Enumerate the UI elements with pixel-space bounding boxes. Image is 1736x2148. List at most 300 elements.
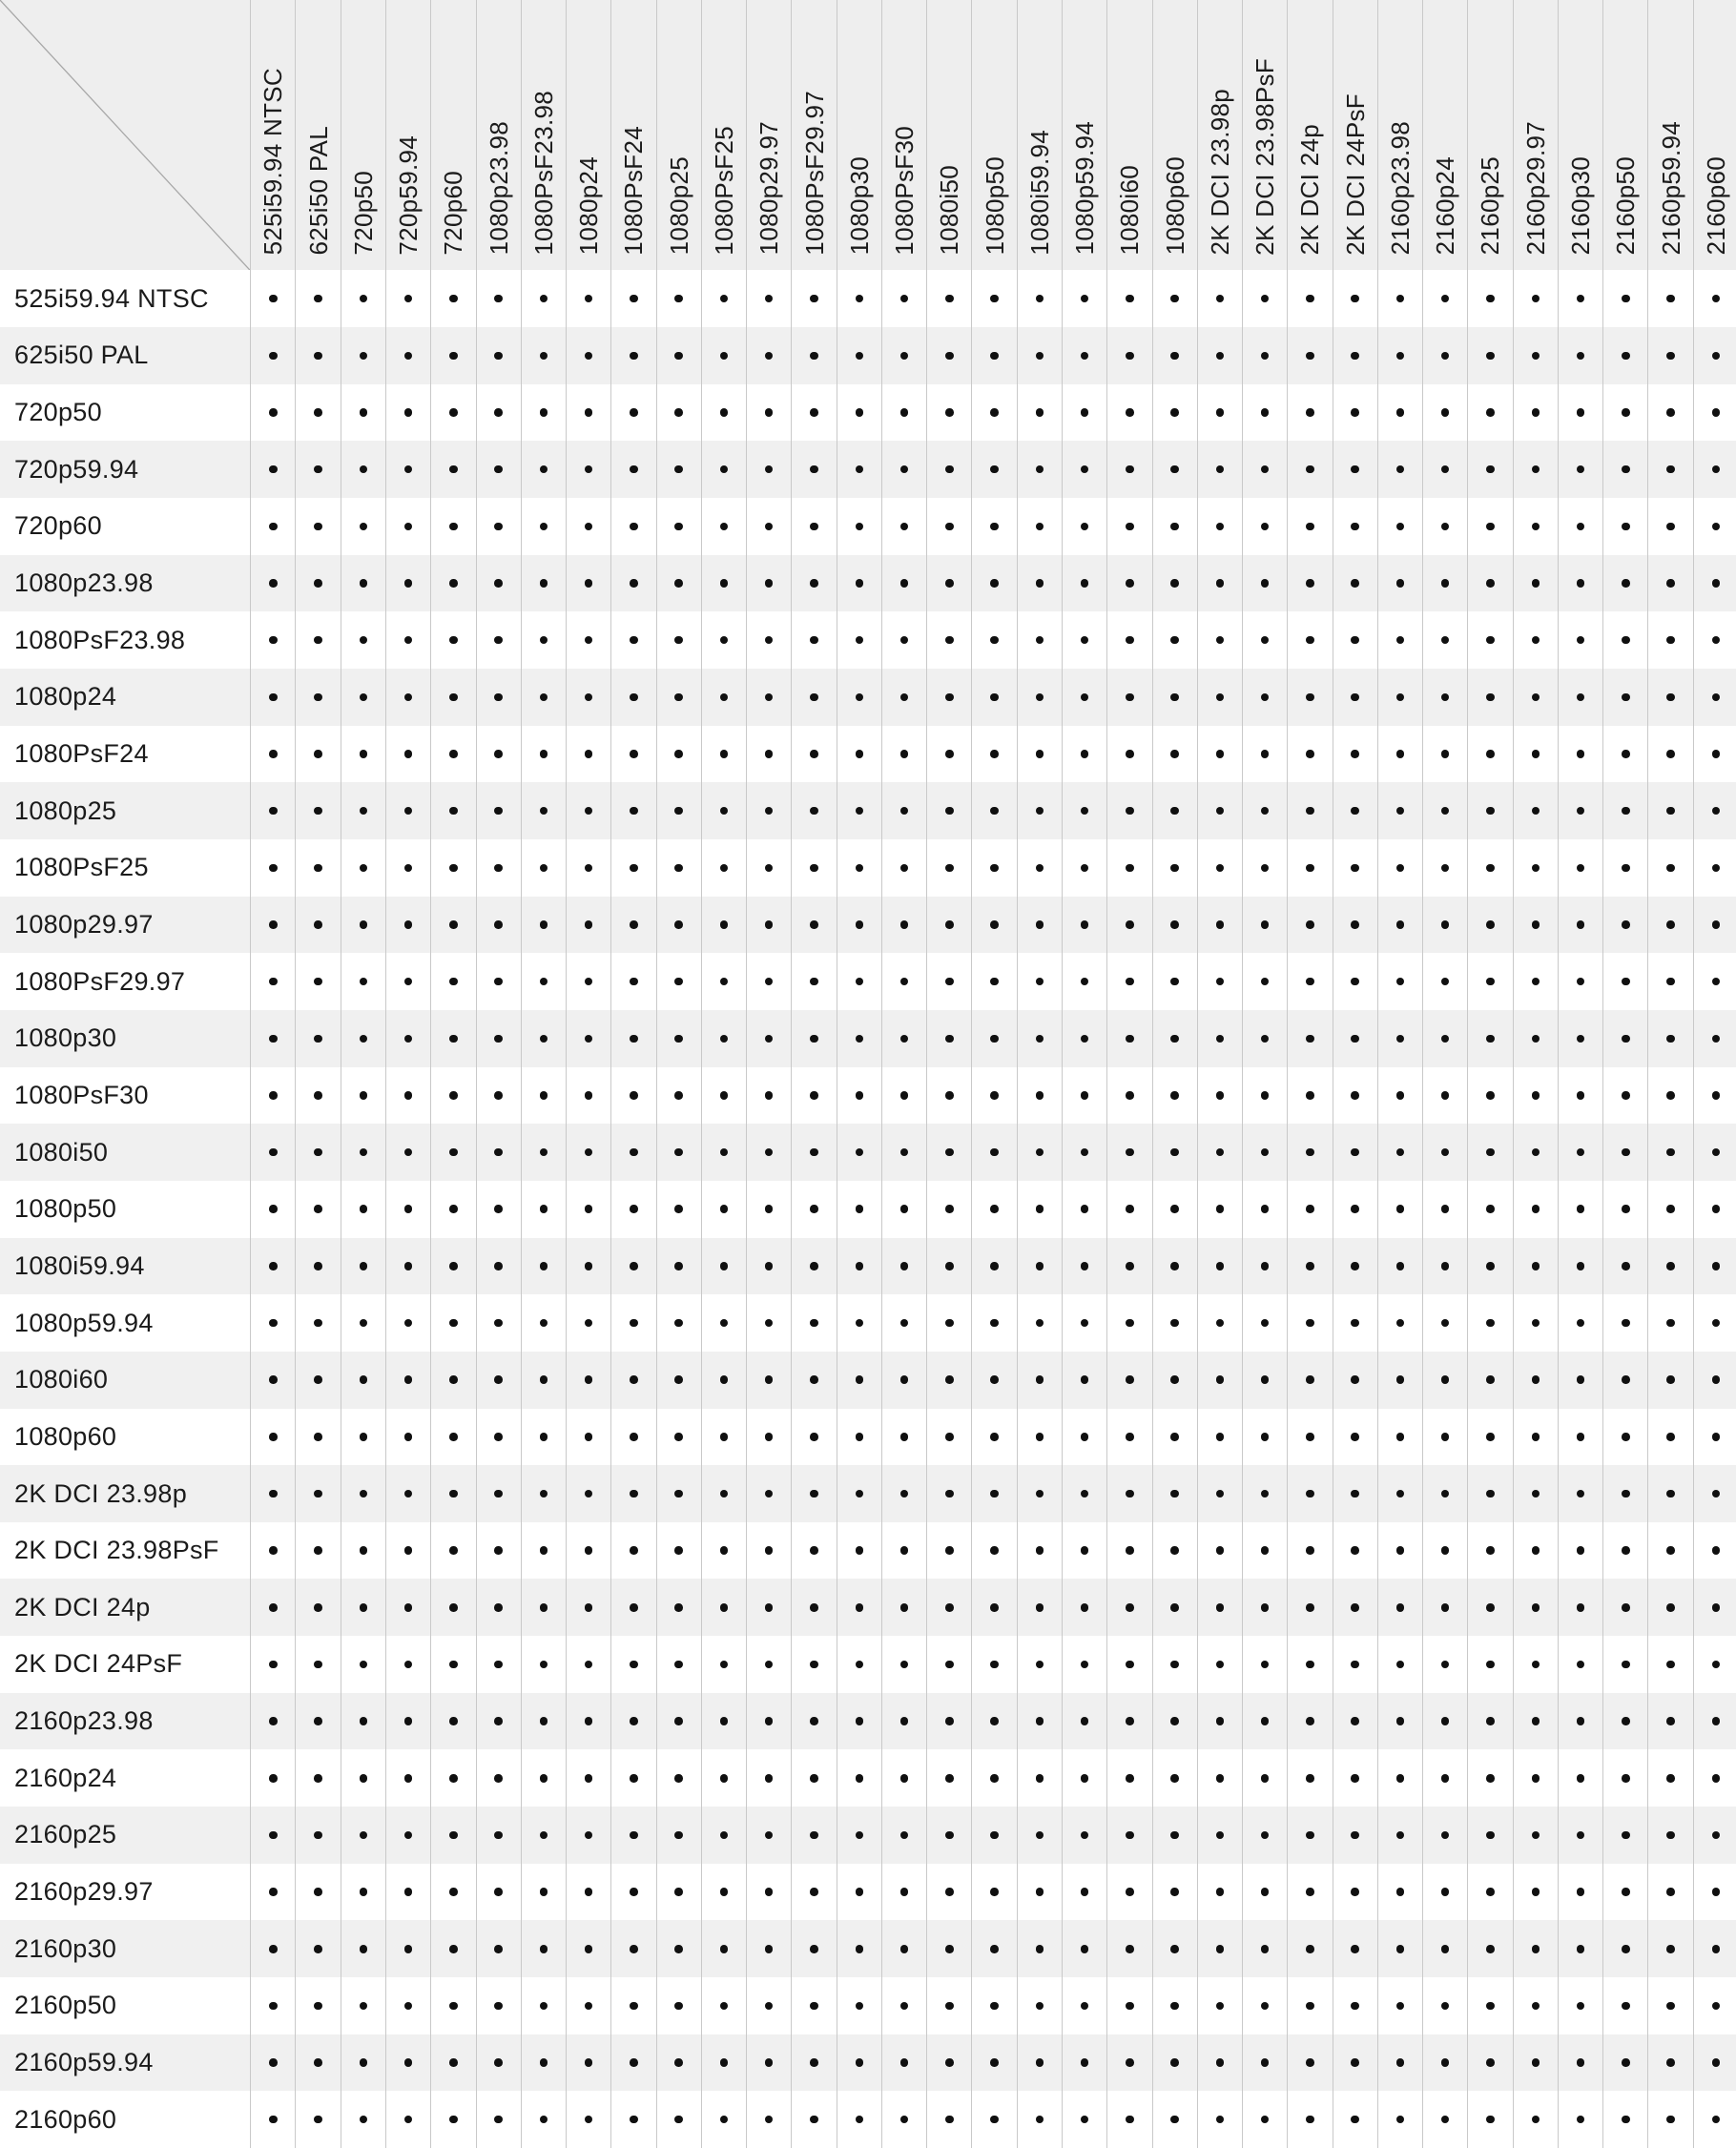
dot-icon <box>404 1375 413 1384</box>
matrix-cell <box>1513 1409 1558 1466</box>
dot-icon <box>945 2002 954 2011</box>
matrix-cell <box>1602 441 1647 498</box>
matrix-cell <box>430 2034 475 2092</box>
dot-icon <box>1532 352 1540 361</box>
dot-icon <box>1216 465 1225 474</box>
dot-icon <box>900 408 909 417</box>
matrix-cell <box>881 270 926 327</box>
matrix-cell <box>1647 384 1692 442</box>
dot-icon <box>494 579 503 588</box>
dot-icon <box>1306 523 1314 531</box>
dot-icon <box>449 352 458 361</box>
column-header <box>295 0 340 270</box>
dot-icon <box>1486 1375 1495 1384</box>
dot-icon <box>1622 2116 1630 2124</box>
matrix-cell <box>430 1409 475 1466</box>
dot-icon <box>1396 1091 1405 1100</box>
dot-icon <box>1486 1490 1495 1498</box>
dot-icon <box>1216 352 1225 361</box>
dot-icon <box>360 465 368 474</box>
matrix-cell <box>1152 1749 1197 1807</box>
matrix-cell <box>1693 1693 1736 1750</box>
dot-icon <box>674 2002 683 2011</box>
matrix-cell <box>1693 327 1736 384</box>
dot-icon <box>404 1717 413 1725</box>
dot-icon <box>1126 579 1134 588</box>
matrix-cell <box>1287 1010 1332 1067</box>
dot-icon <box>810 1205 818 1213</box>
matrix-cell <box>1647 897 1692 954</box>
dot-icon <box>1666 2002 1675 2011</box>
matrix-cell <box>1287 1920 1332 1977</box>
matrix-cell <box>341 1920 385 1977</box>
dot-icon <box>945 2116 954 2124</box>
dot-icon <box>1261 636 1270 645</box>
matrix-cell <box>1242 953 1287 1010</box>
matrix-cell <box>791 1067 836 1125</box>
dot-icon <box>810 2058 818 2067</box>
matrix-cell <box>521 327 566 384</box>
column-header-label: 2160p60 <box>1701 156 1730 256</box>
dot-icon <box>1126 1205 1134 1213</box>
matrix-cell <box>1017 270 1062 327</box>
dot-icon <box>1216 295 1225 303</box>
matrix-cell <box>1242 270 1287 327</box>
matrix-cell <box>971 1749 1016 1807</box>
dot-icon <box>1486 1433 1495 1441</box>
matrix-cell <box>881 1864 926 1921</box>
matrix-cell <box>1513 1352 1558 1409</box>
matrix-cell <box>566 1807 610 1864</box>
matrix-cell <box>1017 1238 1062 1295</box>
column-header <box>521 0 566 270</box>
matrix-cell <box>1017 1807 1062 1864</box>
matrix-cell <box>1062 1522 1106 1580</box>
dot-icon <box>540 920 548 929</box>
dot-icon <box>540 1945 548 1953</box>
dot-icon <box>360 1774 368 1783</box>
matrix-cell <box>385 953 430 1010</box>
matrix-cell <box>1152 669 1197 726</box>
column-header <box>1602 0 1647 270</box>
matrix-cell <box>1422 327 1467 384</box>
dot-icon <box>1441 1717 1450 1725</box>
matrix-cell <box>295 1352 340 1409</box>
matrix-cell <box>1242 2034 1287 2092</box>
diagonal-line-icon <box>0 0 250 270</box>
dot-icon <box>1532 1717 1540 1725</box>
dot-icon <box>1126 1319 1134 1328</box>
matrix-cell <box>610 1977 655 2034</box>
matrix-cell <box>656 1749 701 1807</box>
matrix-cell <box>926 1409 971 1466</box>
matrix-cell <box>1017 1010 1062 1067</box>
dot-icon <box>494 864 503 873</box>
matrix-cell <box>385 1920 430 1977</box>
matrix-cell <box>1647 1977 1692 2034</box>
dot-icon <box>585 1091 593 1100</box>
matrix-cell <box>701 1067 746 1125</box>
dot-icon <box>1081 693 1089 702</box>
matrix-cell <box>926 1522 971 1580</box>
matrix-cell <box>566 1352 610 1409</box>
matrix-cell <box>521 2034 566 2092</box>
matrix-cell <box>1017 1522 1062 1580</box>
matrix-cell <box>1062 1181 1106 1238</box>
dot-icon <box>630 1774 638 1783</box>
dot-icon <box>585 408 593 417</box>
dot-icon <box>1036 465 1044 474</box>
matrix-cell <box>1106 1522 1151 1580</box>
dot-icon <box>945 1148 954 1157</box>
matrix-cell <box>926 1749 971 1807</box>
matrix-cell <box>566 953 610 1010</box>
dot-icon <box>856 2002 864 2011</box>
dot-icon <box>314 1774 322 1783</box>
matrix-cell <box>656 1010 701 1067</box>
dot-icon <box>1126 636 1134 645</box>
table-row <box>0 1749 1736 1807</box>
matrix-cell <box>295 1977 340 2034</box>
matrix-cell <box>1377 1409 1422 1466</box>
matrix-cell <box>1287 726 1332 783</box>
dot-icon <box>810 1035 818 1043</box>
matrix-cell <box>1287 1636 1332 1693</box>
matrix-cell <box>1017 555 1062 612</box>
dot-icon <box>1351 1262 1359 1270</box>
dot-icon <box>1261 352 1270 361</box>
matrix-cell <box>385 1010 430 1067</box>
dot-icon <box>1712 978 1721 986</box>
dot-icon <box>720 1319 729 1328</box>
dot-icon <box>900 1774 909 1783</box>
dot-icon <box>1666 2058 1675 2067</box>
dot-icon <box>990 1546 999 1555</box>
matrix-cell <box>746 1977 791 2034</box>
matrix-cell <box>521 1749 566 1807</box>
matrix-cell <box>341 1010 385 1067</box>
matrix-cell <box>250 1465 295 1522</box>
matrix-cell <box>610 1579 655 1636</box>
dot-icon <box>1081 920 1089 929</box>
dot-icon <box>1396 2058 1405 2067</box>
dot-icon <box>360 693 368 702</box>
dot-icon <box>900 2116 909 2124</box>
matrix-cell <box>476 1238 521 1295</box>
matrix-cell <box>295 1522 340 1580</box>
matrix-cell <box>1333 1294 1377 1352</box>
matrix-cell <box>791 555 836 612</box>
dot-icon <box>630 295 638 303</box>
matrix-cell <box>521 384 566 442</box>
matrix-cell <box>1242 839 1287 897</box>
dot-icon <box>1036 1375 1044 1384</box>
dot-icon <box>1441 2002 1450 2011</box>
matrix-cell <box>385 555 430 612</box>
dot-icon <box>269 523 278 531</box>
matrix-cell <box>1197 1124 1242 1181</box>
dot-icon <box>1306 408 1314 417</box>
matrix-cell <box>566 498 610 555</box>
dot-icon <box>1441 807 1450 816</box>
dot-icon <box>630 693 638 702</box>
dot-icon <box>314 523 322 531</box>
column-header <box>1197 0 1242 270</box>
matrix-cell <box>1602 555 1647 612</box>
column-header <box>430 0 475 270</box>
matrix-cell <box>1602 839 1647 897</box>
matrix-cell <box>656 1067 701 1125</box>
matrix-cell <box>1152 498 1197 555</box>
dot-icon <box>1126 1490 1134 1498</box>
dot-icon <box>990 1661 999 1669</box>
dot-icon <box>765 1490 774 1498</box>
matrix-cell <box>385 270 430 327</box>
dot-icon <box>314 1205 322 1213</box>
dot-icon <box>1577 864 1585 873</box>
dot-icon <box>1170 1774 1179 1783</box>
matrix-cell <box>701 1409 746 1466</box>
dot-icon <box>1486 1035 1495 1043</box>
matrix-cell <box>1017 1181 1062 1238</box>
dot-icon <box>585 1375 593 1384</box>
matrix-cell <box>1152 839 1197 897</box>
dot-icon <box>449 1319 458 1328</box>
dot-icon <box>990 864 999 873</box>
column-header <box>610 0 655 270</box>
matrix-cell <box>746 1465 791 1522</box>
matrix-cell <box>1377 897 1422 954</box>
matrix-cell <box>1152 1693 1197 1750</box>
dot-icon <box>1081 295 1089 303</box>
dot-icon <box>720 1490 729 1498</box>
matrix-cell <box>1647 1124 1692 1181</box>
matrix-cell <box>1242 327 1287 384</box>
matrix-cell <box>837 1409 881 1466</box>
dot-icon <box>765 1091 774 1100</box>
matrix-cell <box>1693 1579 1736 1636</box>
dot-icon <box>269 1035 278 1043</box>
dot-icon <box>540 579 548 588</box>
row-header-label: 2160p23.98 <box>14 1706 154 1736</box>
matrix-cell <box>521 1579 566 1636</box>
dot-icon <box>1577 1148 1585 1157</box>
matrix-cell <box>566 1010 610 1067</box>
dot-icon <box>990 1205 999 1213</box>
dot-icon <box>1170 1433 1179 1441</box>
matrix-cell <box>1513 611 1558 669</box>
dot-icon <box>449 1433 458 1441</box>
matrix-cell <box>610 1807 655 1864</box>
matrix-cell <box>521 1010 566 1067</box>
matrix-cell <box>1377 839 1422 897</box>
matrix-cell <box>1017 839 1062 897</box>
matrix-cell <box>1513 1693 1558 1750</box>
matrix-cell <box>791 726 836 783</box>
dot-icon <box>1486 636 1495 645</box>
dot-icon <box>990 978 999 986</box>
matrix-cell <box>1106 1067 1151 1125</box>
dot-icon <box>765 1035 774 1043</box>
table-row <box>0 555 1736 612</box>
dot-icon <box>856 1945 864 1953</box>
matrix-cell <box>746 498 791 555</box>
matrix-cell <box>566 441 610 498</box>
matrix-cell <box>1422 1010 1467 1067</box>
dot-icon <box>765 1717 774 1725</box>
dot-icon <box>494 1661 503 1669</box>
dot-icon <box>1441 1546 1450 1555</box>
dot-icon <box>585 1717 593 1725</box>
matrix-cell <box>1377 1067 1422 1125</box>
matrix-cell <box>837 498 881 555</box>
matrix-cell <box>295 270 340 327</box>
matrix-cell <box>1242 1749 1287 1807</box>
table-body <box>0 270 1736 2148</box>
row-header-label: 2160p29.97 <box>14 1877 154 1907</box>
matrix-cell <box>1017 1749 1062 1807</box>
matrix-cell <box>1558 1579 1602 1636</box>
dot-icon <box>1261 1148 1270 1157</box>
matrix-cell <box>1558 1977 1602 2034</box>
dot-icon <box>540 693 548 702</box>
matrix-cell <box>837 1522 881 1580</box>
matrix-cell <box>971 1977 1016 2034</box>
matrix-cell <box>341 1181 385 1238</box>
matrix-cell <box>610 384 655 442</box>
matrix-cell <box>791 897 836 954</box>
dot-icon <box>1532 1433 1540 1441</box>
matrix-cell <box>837 1749 881 1807</box>
matrix-cell <box>1602 1294 1647 1352</box>
matrix-cell <box>1647 2034 1692 2092</box>
dot-icon <box>1306 693 1314 702</box>
dot-icon <box>810 864 818 873</box>
matrix-cell <box>656 726 701 783</box>
column-header-label: 1080PsF30 <box>890 125 920 256</box>
dot-icon <box>1486 920 1495 929</box>
dot-icon <box>945 1831 954 1840</box>
dot-icon <box>1441 978 1450 986</box>
dot-icon <box>1306 1546 1314 1555</box>
dot-icon <box>269 636 278 645</box>
dot-icon <box>856 1091 864 1100</box>
matrix-cell <box>1602 1352 1647 1409</box>
matrix-cell <box>1287 953 1332 1010</box>
dot-icon <box>765 636 774 645</box>
dot-icon <box>360 978 368 986</box>
matrix-cell <box>1693 498 1736 555</box>
dot-icon <box>540 1148 548 1157</box>
matrix-cell <box>1152 1294 1197 1352</box>
matrix-cell <box>1333 1807 1377 1864</box>
matrix-cell <box>881 384 926 442</box>
dot-icon <box>720 1717 729 1725</box>
matrix-cell <box>1467 1693 1512 1750</box>
dot-icon <box>720 1774 729 1783</box>
matrix-cell <box>1377 1294 1422 1352</box>
matrix-cell <box>1062 498 1106 555</box>
dot-icon <box>449 1774 458 1783</box>
dot-icon <box>585 1661 593 1669</box>
dot-icon <box>1441 1945 1450 1953</box>
dot-icon <box>494 1148 503 1157</box>
dot-icon <box>1622 1945 1630 1953</box>
dot-icon <box>630 1546 638 1555</box>
dot-icon <box>1351 1205 1359 1213</box>
dot-icon <box>1441 465 1450 474</box>
matrix-cell <box>1106 1579 1151 1636</box>
column-header-label: 1080PsF29.97 <box>799 90 829 256</box>
matrix-cell <box>1197 1181 1242 1238</box>
dot-icon <box>494 1888 503 1896</box>
dot-icon <box>810 579 818 588</box>
dot-icon <box>585 2058 593 2067</box>
matrix-cell <box>881 1010 926 1067</box>
dot-icon <box>1577 295 1585 303</box>
matrix-cell <box>1693 1294 1736 1352</box>
dot-icon <box>856 465 864 474</box>
matrix-cell <box>1693 1409 1736 1466</box>
dot-icon <box>1170 750 1179 758</box>
dot-icon <box>856 579 864 588</box>
matrix-cell <box>1422 2034 1467 2092</box>
dot-icon <box>810 1945 818 1953</box>
dot-icon <box>449 978 458 986</box>
matrix-cell <box>1242 1920 1287 1977</box>
column-header <box>1558 0 1602 270</box>
dot-icon <box>540 1831 548 1840</box>
dot-icon <box>1036 1205 1044 1213</box>
matrix-cell <box>881 669 926 726</box>
dot-icon <box>1577 1546 1585 1555</box>
matrix-cell <box>881 782 926 839</box>
dot-icon <box>1532 1148 1540 1157</box>
matrix-cell <box>1197 953 1242 1010</box>
matrix-cell <box>1693 1238 1736 1295</box>
dot-icon <box>1351 2002 1359 2011</box>
dot-icon <box>404 864 413 873</box>
dot-icon <box>1577 1205 1585 1213</box>
dot-icon <box>1216 1774 1225 1783</box>
matrix-cell <box>701 1124 746 1181</box>
dot-icon <box>1577 978 1585 986</box>
dot-icon <box>540 295 548 303</box>
dot-icon <box>360 295 368 303</box>
matrix-cell <box>1377 327 1422 384</box>
table-row <box>0 1352 1736 1409</box>
dot-icon <box>404 1148 413 1157</box>
dot-icon <box>494 1831 503 1840</box>
matrix-cell <box>1242 1977 1287 2034</box>
dot-icon <box>1170 1717 1179 1725</box>
dot-icon <box>1396 807 1405 816</box>
dot-icon <box>1351 1490 1359 1498</box>
matrix-cell <box>610 669 655 726</box>
dot-icon <box>856 1661 864 1669</box>
matrix-cell <box>1197 1522 1242 1580</box>
matrix-cell <box>1467 2091 1512 2148</box>
matrix-cell <box>1062 384 1106 442</box>
matrix-cell <box>881 1920 926 1977</box>
dot-icon <box>945 1945 954 1953</box>
matrix-cell <box>837 1693 881 1750</box>
matrix-cell <box>971 1522 1016 1580</box>
matrix-cell <box>1422 441 1467 498</box>
dot-icon <box>630 523 638 531</box>
matrix-cell <box>521 1864 566 1921</box>
dot-icon <box>810 1091 818 1100</box>
